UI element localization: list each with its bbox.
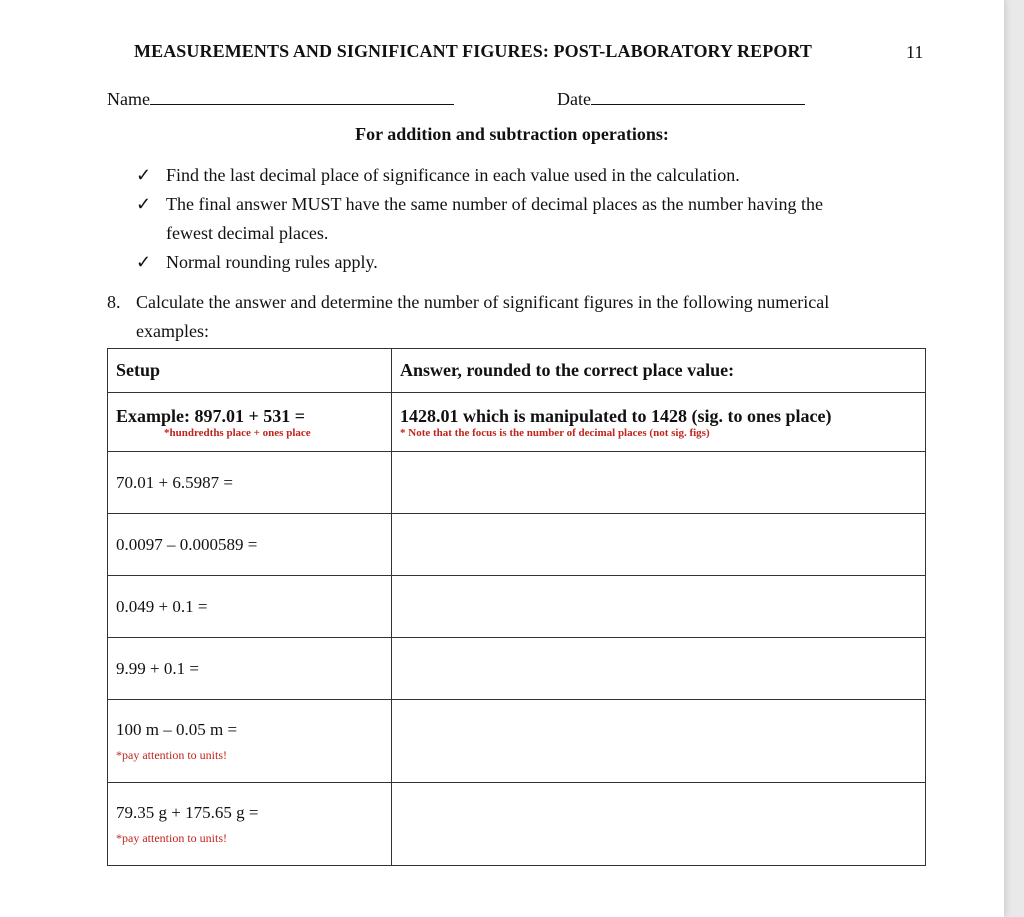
setup-cell: 70.01 + 6.5987 =	[108, 452, 392, 514]
rule-item	[136, 190, 856, 248]
unit-note: *pay attention to units!	[116, 830, 227, 845]
example-setup-note: *hundredths place + ones place	[164, 426, 311, 439]
example-answer: 1428.01 which is manipulated to 1428 (sig. to ones place)	[400, 405, 832, 426]
date-label: Date	[557, 89, 591, 109]
name-blank-line[interactable]	[150, 86, 454, 105]
answer-cell[interactable]	[392, 638, 926, 700]
example-setup-cell	[108, 393, 392, 452]
rule-item	[136, 248, 856, 277]
checkmark-icon: ✓	[136, 194, 152, 214]
name-field[interactable]	[107, 86, 454, 110]
answer-cell[interactable]	[392, 783, 926, 866]
section-title: For addition and subtraction operations:	[355, 124, 669, 144]
header-answer: Answer, rounded to the correct place value:	[392, 349, 926, 393]
example-row	[108, 393, 926, 452]
rule-item	[136, 161, 856, 190]
checkmark-icon: ✓	[136, 252, 152, 272]
rule-text: The final answer MUST have the same number of decimal places as the number having the fewest decimal places.	[166, 194, 823, 243]
answer-cell[interactable]	[392, 576, 926, 638]
date-field[interactable]	[557, 86, 805, 110]
setup-cell	[108, 700, 392, 783]
table-header-row	[108, 349, 926, 393]
example-answer-note: * Note that the focus is the number of decimal places (not sig. figs)	[400, 426, 710, 439]
setup-cell: 0.049 + 0.1 =	[108, 576, 392, 638]
setup-cell	[108, 783, 392, 866]
table-row	[108, 700, 926, 783]
table-row	[108, 638, 926, 700]
name-label: Name	[107, 89, 150, 109]
table-row	[108, 452, 926, 514]
setup-cell: 0.0097 – 0.000589 =	[108, 514, 392, 576]
unit-note: *pay attention to units!	[116, 747, 227, 762]
rule-text: Normal rounding rules apply.	[166, 252, 378, 272]
table-row	[108, 576, 926, 638]
question-8	[107, 288, 896, 346]
table-row	[108, 783, 926, 866]
rules-list	[136, 161, 856, 277]
setup-expression: 79.35 g + 175.65 g =	[116, 802, 259, 822]
answer-cell[interactable]	[392, 700, 926, 783]
rule-text: Find the last decimal place of significance in each value used in the calculation.	[166, 165, 740, 185]
table-row	[108, 514, 926, 576]
setup-expression: 100 m – 0.05 m =	[116, 719, 238, 739]
setup-cell: 9.99 + 0.1 =	[108, 638, 392, 700]
question-text: Calculate the answer and determine the number of significant figures in the following numerical examples:	[136, 292, 830, 341]
calculation-table	[107, 348, 926, 866]
example-answer-cell	[392, 393, 926, 452]
page-number: 11	[906, 42, 924, 62]
checkmark-icon: ✓	[136, 165, 152, 185]
example-setup: Example: 897.01 + 531 =	[116, 405, 306, 426]
answer-cell[interactable]	[392, 452, 926, 514]
answer-cell[interactable]	[392, 514, 926, 576]
header-setup: Setup	[108, 349, 392, 393]
date-blank-line[interactable]	[591, 86, 805, 105]
report-title: MEASUREMENTS AND SIGNIFICANT FIGURES: POST-LABORATORY REPORT	[134, 41, 813, 61]
question-number: 8.	[107, 292, 121, 312]
